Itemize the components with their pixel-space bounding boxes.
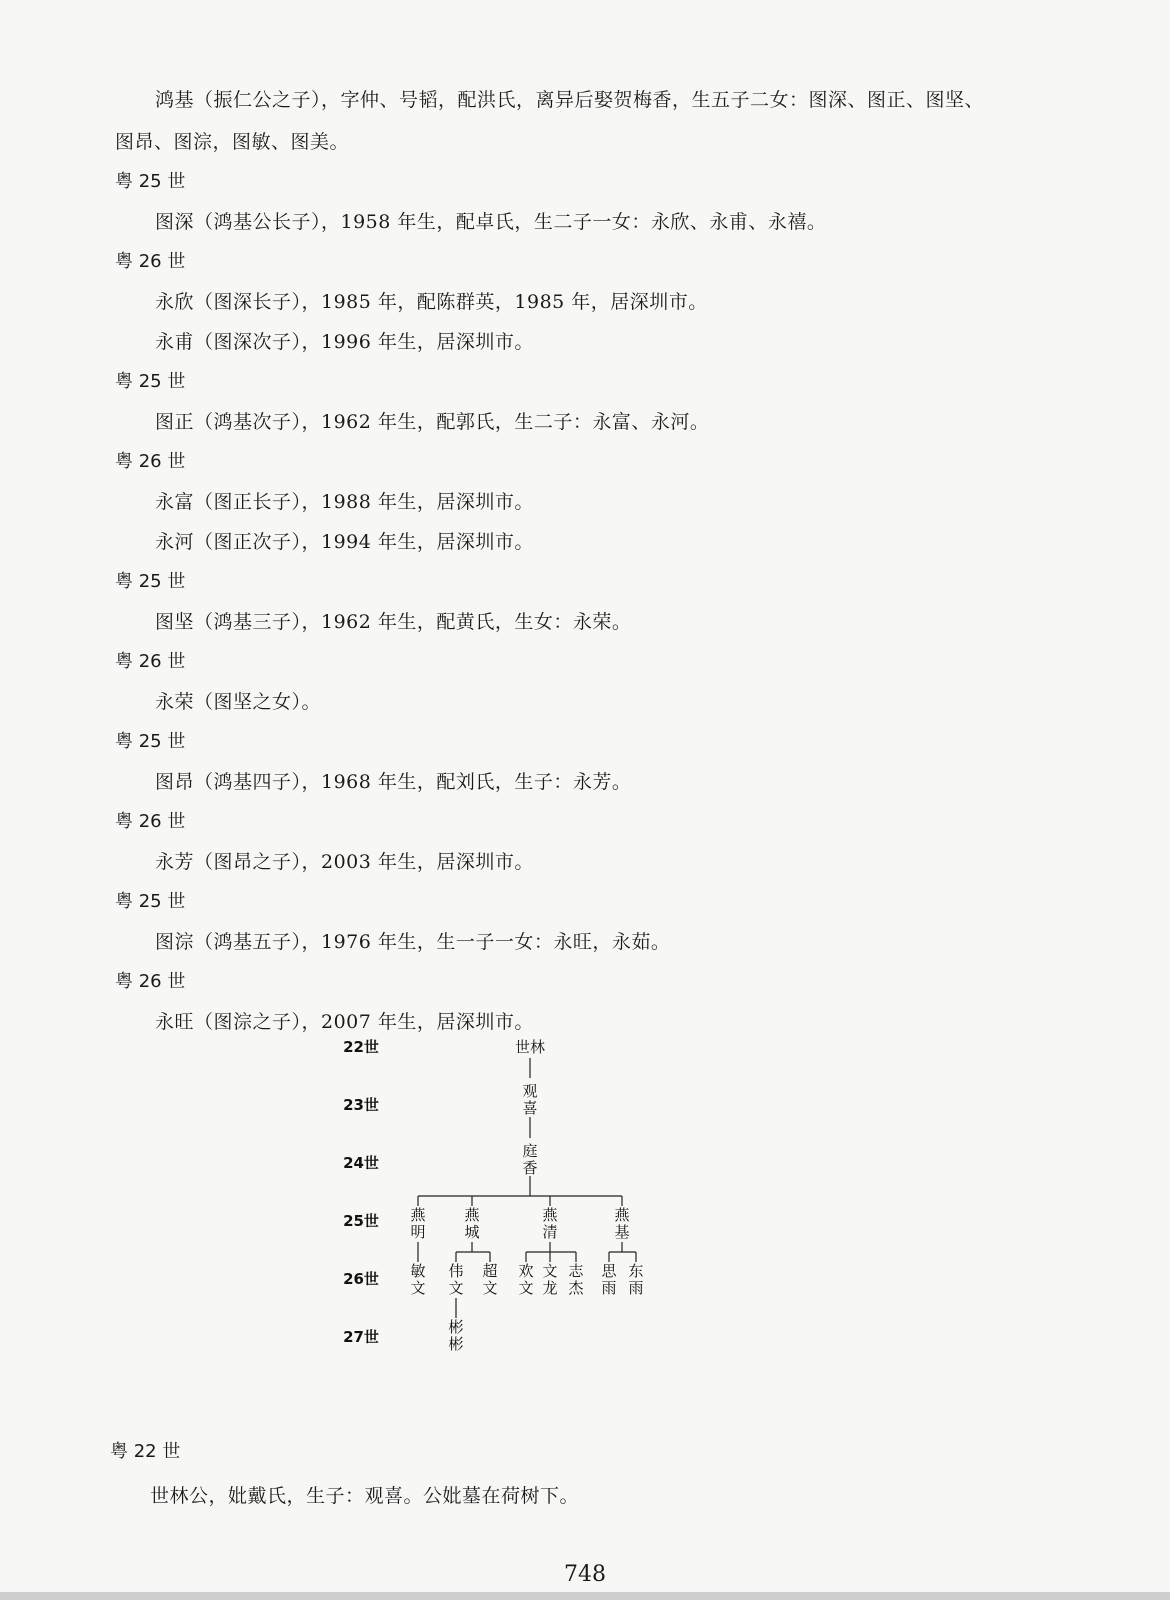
tree-node-chaowen [482,1262,497,1297]
genealogy-entry: 图淙（鸿基五子），1976 年生，生一子一女：永旺，永茹。 [155,931,671,953]
tree-node-minwen [410,1262,425,1297]
tree-generation-label: 26世 [343,1270,379,1288]
tree-node-binbin [448,1318,463,1353]
tree-node-yanming-char: 燕 [410,1206,426,1224]
tree-node-weiwen-char: 文 [448,1279,464,1297]
tree-node-yanji [614,1206,630,1241]
tree-node-minwen-char: 文 [410,1279,426,1297]
generation-heading-22: 粤 22 世 [110,1441,181,1462]
tree-node-binbin-char: 彬 [448,1318,464,1336]
page-bottom-edge [0,1592,1170,1600]
generation-heading: 粤 26 世 [115,451,186,472]
genealogy-entry: 图深（鸿基公长子），1958 年生，配卓氏，生二子一女：永欣、永甫、永禧。 [155,211,827,233]
generation-heading: 粤 26 世 [115,811,186,832]
tree-node-tingxiang-char: 庭 [522,1142,538,1160]
tree-node-dongyu-char: 东 [628,1262,644,1280]
genealogy-entry: 图昂、图淙，图敏、图美。 [115,131,350,153]
tree-node-shilin: 世林 [514,1038,546,1056]
generation-heading: 粤 25 世 [115,731,186,752]
generation-heading: 粤 25 世 [115,371,186,392]
tree-node-siyu-char: 雨 [601,1279,617,1297]
entry-shilin: 世林公，妣戴氏，生子：观喜。公妣墓在荷树下。 [150,1485,580,1507]
genealogy-entry: 永芳（图昂之子），2003 年生，居深圳市。 [155,851,534,873]
tree-node-minwen-char: 敏 [410,1262,426,1280]
tree-node-yancheng [464,1206,480,1241]
tree-node-yancheng-char: 燕 [464,1206,480,1224]
tree-node-yanming-char: 明 [410,1223,426,1241]
tree-node-yanji-char: 基 [614,1223,630,1241]
genealogy-entry: 永甫（图深次子），1996 年生，居深圳市。 [155,331,534,353]
tree-node-chaowen-char: 文 [482,1279,498,1297]
genealogy-entry: 永欣（图深长子），1985 年，配陈群英，1985 年，居深圳市。 [155,291,708,313]
tree-node-yanming [410,1206,426,1241]
tree-node-yanqing [542,1206,558,1241]
generation-heading: 粤 26 世 [115,971,186,992]
generation-heading: 粤 25 世 [115,571,186,592]
genealogy-entry: 图昂（鸿基四子），1968 年生，配刘氏，生子：永芳。 [155,771,632,793]
tree-generation-label: 22世 [343,1038,379,1056]
tree-node-huanwen [518,1262,533,1297]
genealogy-entry: 永富（图正长子），1988 年生，居深圳市。 [155,491,534,513]
tree-node-zhijie-char: 志 [568,1262,584,1280]
tree-node-wenlong-char: 龙 [542,1279,558,1297]
tree-node-dongyu [628,1262,643,1297]
tree-node-huanwen-char: 文 [518,1279,534,1297]
tree-node-yanqing-char: 燕 [542,1206,558,1224]
tree-node-huanwen-char: 欢 [518,1262,534,1280]
tree-generation-label: 27世 [343,1328,379,1346]
tree-node-weiwen [448,1262,463,1297]
generation-heading: 粤 26 世 [115,651,186,672]
tree-node-dongyu-char: 雨 [628,1279,644,1297]
tree-node-guanxi [522,1082,537,1117]
tree-node-siyu [601,1262,617,1297]
tree-node-tingxiang [522,1142,537,1177]
tree-node-zhijie [568,1262,584,1297]
genealogy-entry: 永荣（图坚之女）。 [155,691,322,713]
genealogy-entry: 永河（图正次子），1994 年生，居深圳市。 [155,531,534,553]
tree-node-yanji-char: 燕 [614,1206,630,1224]
tree-node-weiwen-char: 伟 [448,1262,464,1280]
genealogy-entry: 鸿基（振仁公之子），字仲、号韬，配洪氏，离异后娶贺梅香，生五子二女：图深、图正、图坚、 [155,89,985,111]
tree-node-yancheng-char: 城 [464,1223,480,1241]
tree-node-guanxi-char: 喜 [522,1099,538,1117]
genealogy-entry: 永旺（图淙之子），2007 年生，居深圳市。 [155,1011,534,1033]
tree-node-wenlong [542,1262,557,1297]
tree-generation-label: 23世 [343,1096,379,1114]
tree-node-guanxi-char: 观 [522,1082,538,1100]
tree-generation-label: 24世 [343,1154,379,1172]
generation-heading: 粤 25 世 [115,171,186,192]
tree-node-chaowen-char: 超 [482,1262,498,1280]
generation-heading: 粤 25 世 [115,891,186,912]
tree-node-zhijie-char: 杰 [568,1279,584,1297]
genealogy-entry: 图坚（鸿基三子），1962 年生，配黄氏，生女：永荣。 [155,611,632,633]
page-number: 748 [564,1562,606,1587]
tree-node-tingxiang-char: 香 [522,1159,538,1177]
tree-generation-label: 25世 [343,1212,379,1230]
tree-node-wenlong-char: 文 [542,1262,558,1280]
tree-node-siyu-char: 思 [601,1262,617,1280]
tree-node-binbin-char: 彬 [448,1335,464,1353]
tree-node-yanqing-char: 清 [542,1223,558,1241]
generation-heading: 粤 26 世 [115,251,186,272]
genealogy-entry: 图正（鸿基次子），1962 年生，配郭氏，生二子：永富、永河。 [155,411,710,433]
